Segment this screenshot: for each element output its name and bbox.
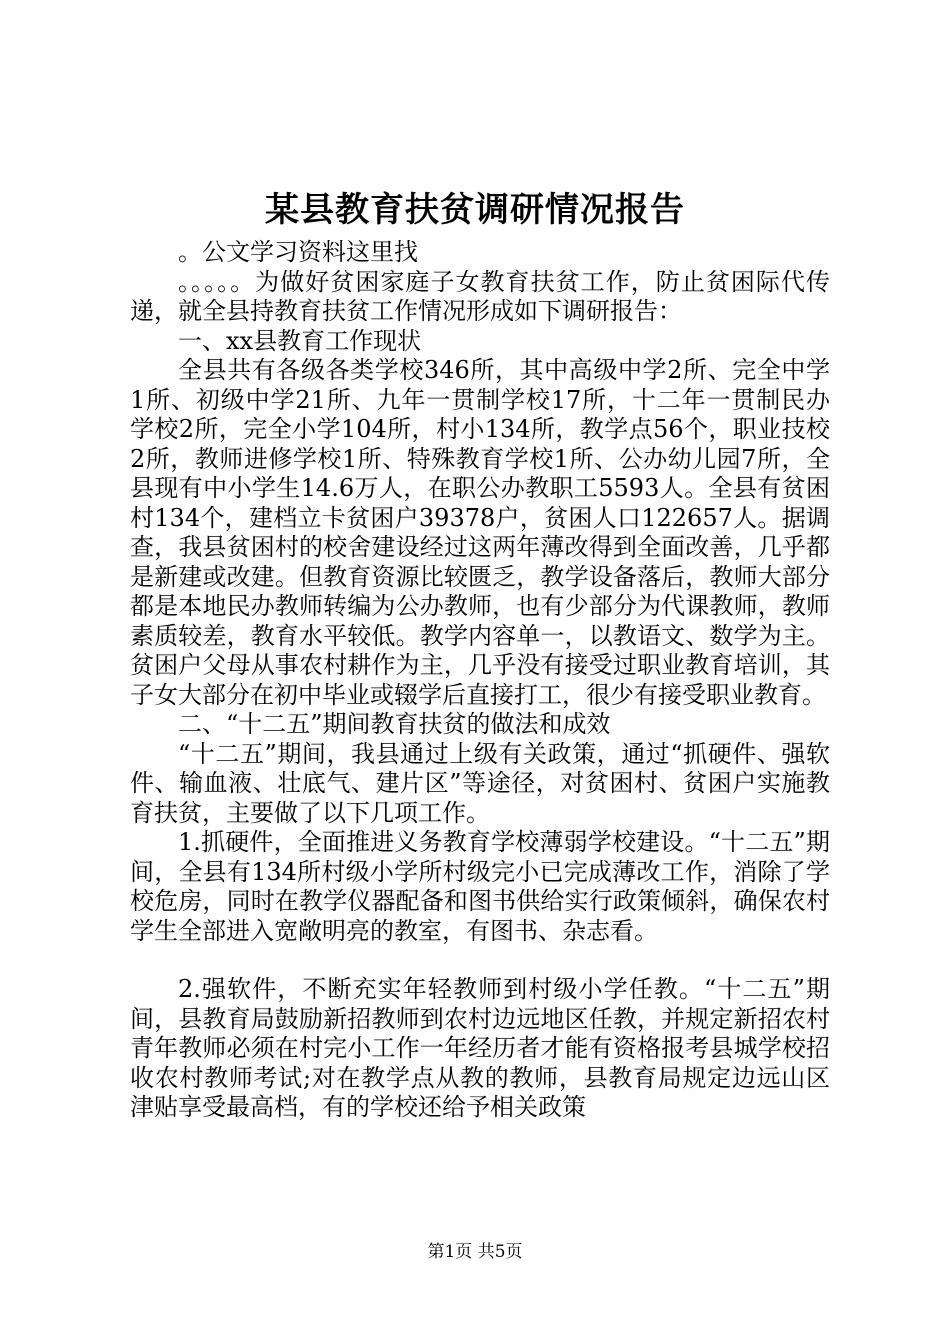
paragraph-hardware: 1.抓硬件，全面推进义务教育学校薄弱学校建设。“十二五”期间，全县有134所村级小学所村级完小已完成薄改工作，消除了学校危房，同时在教学仪器配备和图书供给实行政策倾斜，确保农村学生全部进入宽敞明亮的教室，有图书、杂志看。 — [130, 828, 830, 945]
section-heading-2: 二、“十二五”期间教育扶贫的做法和成效 — [178, 710, 611, 738]
paragraph-intro: 。。。。。为做好贫困家庭子女教育扶贫工作，防止贫困际代传递，就全县持教育扶贫工作情况形成如下调研报告： — [130, 267, 830, 325]
paragraph-measures: “十二五”期间，我县通过上级有关政策，通过“抓硬件、强软件、输血液、壮底气、建片区”等途径，对贫困村、贫困户实施教育扶贫，主要做了以下几项工作。 — [130, 739, 830, 827]
section-heading-1: 一、xx县教育工作现状 — [178, 326, 422, 355]
paragraph-source-note: 。公文学习资料这里找 — [178, 238, 418, 266]
document-title: 某县教育扶贫调研情况报告 — [265, 190, 685, 230]
page-number-footer: 第1页 共5页 — [427, 1242, 523, 1262]
document-body — [130, 238, 830, 1123]
paragraph-software: 2.强软件，不断充实年轻教师到村级小学任教。“十二五”期间，县教育局鼓励新招教师到农村边远地区任教，并规定新招农村青年教师必须在村完小工作一年经历者才能有资格报考县城学校招收农村教师考试;对在教学点从教的教师，县教育局规定边远山区津贴享受最高档，有的学校还给予相关政策 — [130, 975, 830, 1121]
paragraph-status: 全县共有各级各类学校346所，其中高级中学2所、完全中学1所、初级中学21所、九年一贯制学校17所，十二年一贯制民办学校2所，完全小学104所，村小134所，教学点56个，职业技校2所，教师进修学校1所、特殊教育学校1所、公办幼儿园7所，全县现有中小学生14.6万人，在职公办教职工5593人。全县有贫困村134个，建档立卡贫困户39378户，贫困人口122657人。据调查，我县贫困村的校舍建设经过这两年薄改得到全面改善，几乎都是新建或改建。但教育资源比较匮乏，教学设备落后，教师大部分都是本地民办教师转编为公办教师，也有少部分为代课教师，教师素质较差，教育水平较低。教学内容单一，以教语文、数学为主。贫困户父母从事农村耕作为主，几乎没有接受过职业教育培训，其子女大部分在初中毕业或辍学后直接打工，很少有接受职业教育。 — [130, 356, 830, 709]
